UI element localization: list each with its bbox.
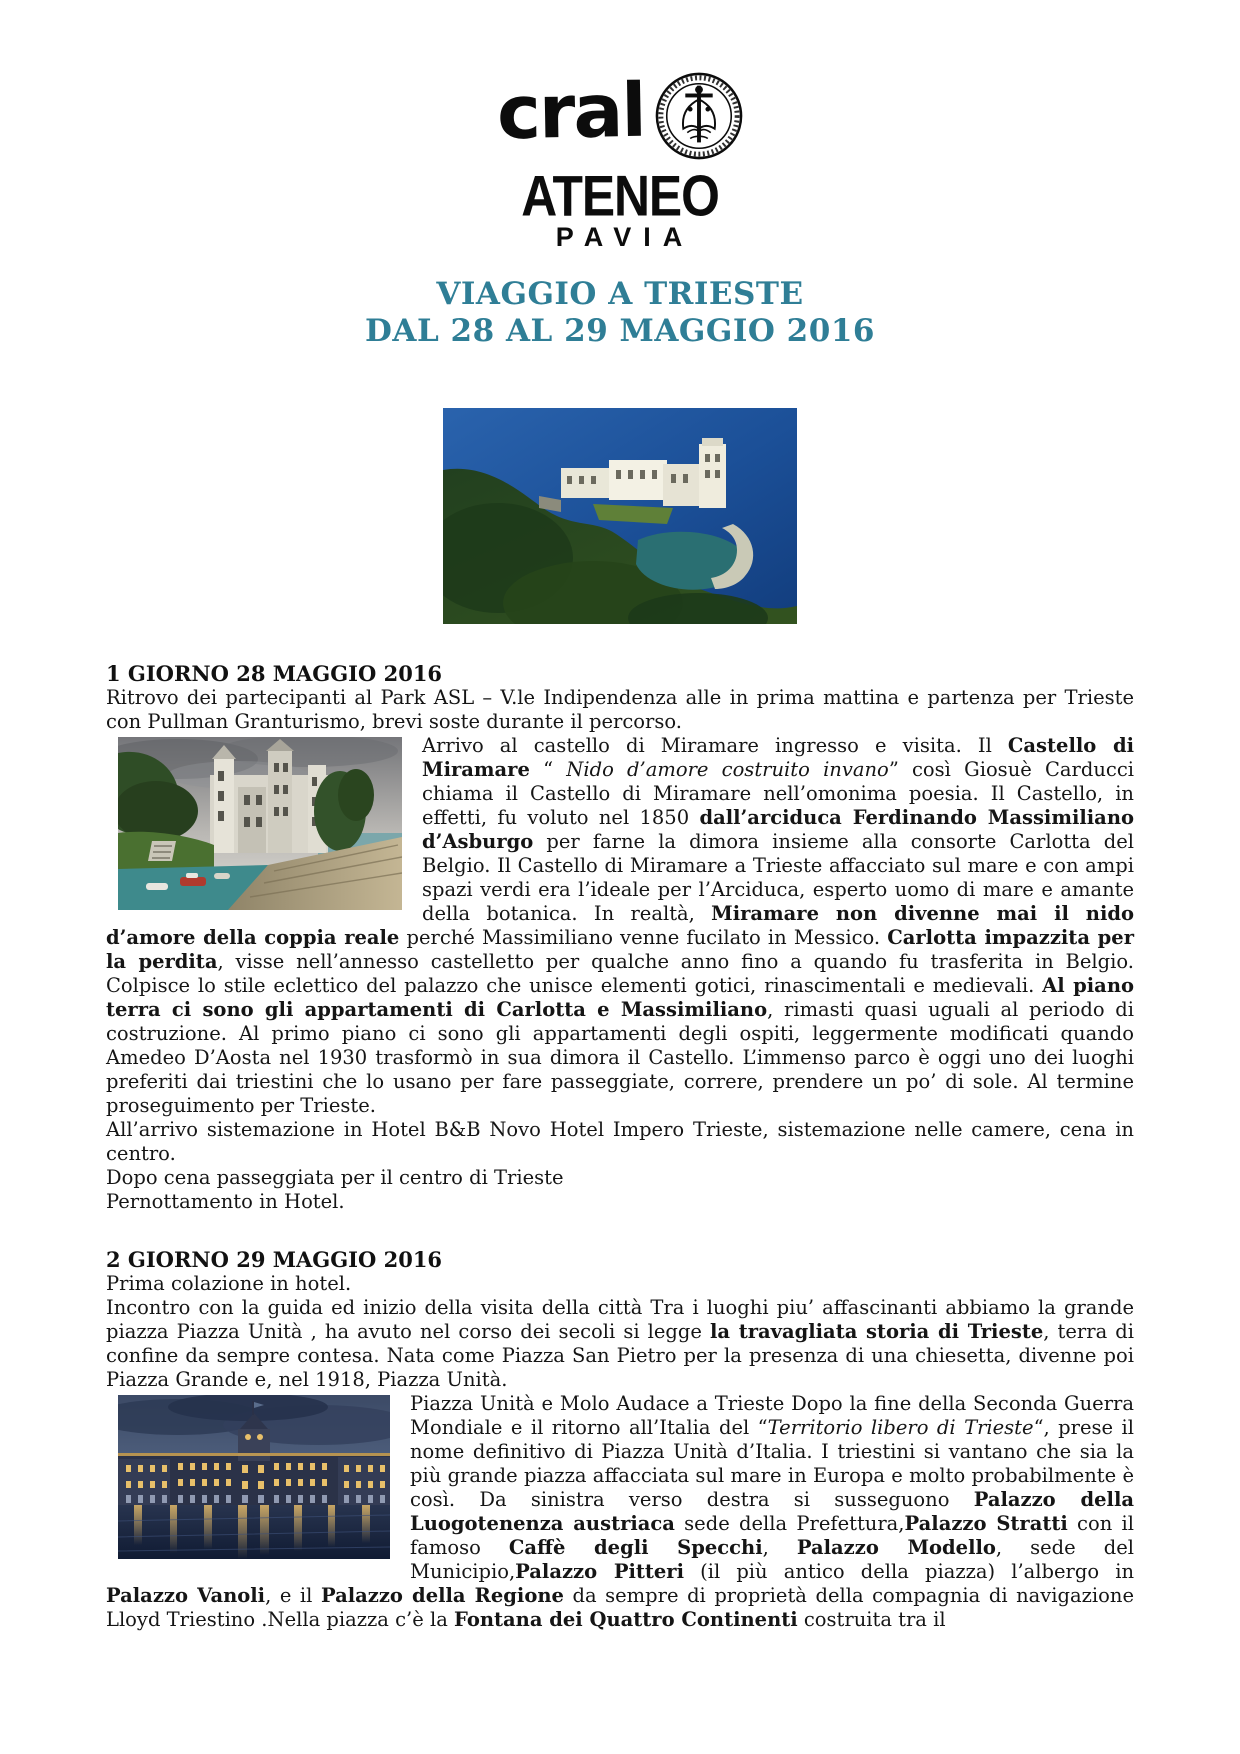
day1-intro-paragraph: Ritrovo dei partecipanti al Park ASL – V.le Indipendenza alle in prima mattina e partenza per Trieste con Pullman Granturismo, brevi soste durante il percorso. — [106, 686, 1134, 733]
day1-main-paragraph — [106, 734, 1134, 1118]
cral-ateneo-pavia-logo — [490, 64, 750, 252]
logo-cral-text: cral — [496, 67, 646, 157]
document-body — [106, 662, 1134, 1632]
day2-intro-text: Incontro con la guida ed inizio della visita della città Tra i luoghi piu’ affascinanti abbiamo la grande piazza Piazza Unità , ha avuto nel corso dei secoli si legge la travagliata storia di Trieste, terra di confine da sempre contesa. Nata come Piazza San Pietro per la presenza di una chiesetta, divenne poi Piazza Grande e, nel 1918, Piazza Unità. — [106, 1296, 1135, 1391]
day1-main-text: Arrivo al castello di Miramare ingresso e visita. Il Castello di Miramare “ Nido d’amore costruito invano” così Giosuè Carducci chiama il Castello di Miramare nell’omonima poesia. Il Castello, in effetti, fu voluto nel 1850 dall’arciduca Ferdinando Massimiliano d’Asburgo per farne la dimora insieme alla consorte Carlotta del Belgio. Il Castello di Miramare a Trieste affacciato sul mare e con ampi spazi verdi era l’ideale per l’Arciduca, esperto uomo di mare e amante della botanica. In realtà, Miramare non divenne mai il nido d’amore della coppia reale perché Massimiliano venne fucilato in Messico. Carlotta impazzita per la perdita, visse nell’annesso castelletto per qualche anno fino a quando fu trasferita in Belgio. Colpisce lo stile eclettico del palazzo che unisce elementi gotici, rinascimentali e medievali. Al piano terra ci sono gli appartamenti di Carlotta e Massimiliano, rimasti quasi uguali al periodo di costruzione. Al primo piano ci sono gli appartamenti degli ospiti, leggermente modificati quando Amedeo D’Aosta nel 1930 trasformò in sua dimora il Castello. L’immenso parco è oggi uno dei luoghi preferiti dai triestini che lo usano per fare passeggiate, correre, prendere un po’ di sole. Al termine proseguimento per Trieste. — [106, 734, 1135, 1117]
miramare-aerial-photo — [443, 408, 797, 624]
day1-heading: 1 GIORNO 28 MAGGIO 2016 — [106, 661, 443, 686]
day1-hotel-paragraph: All’arrivo sistemazione in Hotel B&B Novo Hotel Impero Trieste, sistemazione nelle camere, cena in centro. — [106, 1118, 1134, 1165]
day1-overnight-paragraph: Pernottamento in Hotel. — [106, 1190, 345, 1213]
university-seal-icon — [655, 70, 743, 162]
day2-heading: 2 GIORNO 29 MAGGIO 2016 — [106, 1247, 443, 1272]
logo-ateneo-text: ATENEO — [521, 163, 719, 228]
title-line-1: VIAGGIO A TRIESTE — [436, 276, 804, 312]
day2-breakfast-paragraph: Prima colazione in hotel. — [106, 1272, 352, 1295]
document-title — [0, 276, 1240, 350]
day1-evening-paragraph: Dopo cena passeggiata per il centro di Trieste — [106, 1166, 564, 1189]
day2-main-paragraph — [106, 1392, 1134, 1632]
day2-intro-paragraph — [106, 1296, 1134, 1392]
miramare-castle-photo — [118, 737, 402, 910]
piazza-unita-photo — [118, 1395, 390, 1559]
logo-top-row — [490, 64, 750, 168]
logo-pavia-text: PAVIA — [555, 222, 695, 252]
day2-main-text: Piazza Unità e Molo Audace a Trieste Dopo la fine della Seconda Guerra Mondiale e il ritorno all’Italia del “Territorio libero di Trieste“, prese il nome definitivo di Piazza Unità d’Italia. I triestini si vantano che sia la più grande piazza affacciata sul mare in Europa e molto probabilmente è così. Da sinistra verso destra si susseguono Palazzo della Luogotenenza austriaca sede della Prefettura,Palazzo Stratti con il famoso Caffè degli Specchi, Palazzo Modello, sede del Municipio,Palazzo Pitteri (il più antico della piazza) l’albergo in Palazzo Vanoli, e il Palazzo della Regione da sempre di proprietà della compagnia di navigazione Lloyd Triestino .Nella piazza c’è la Fontana dei Quattro Continenti costruita tra il — [106, 1392, 1134, 1631]
title-line-2: DAL 28 AL 29 MAGGIO 2016 — [365, 313, 875, 349]
